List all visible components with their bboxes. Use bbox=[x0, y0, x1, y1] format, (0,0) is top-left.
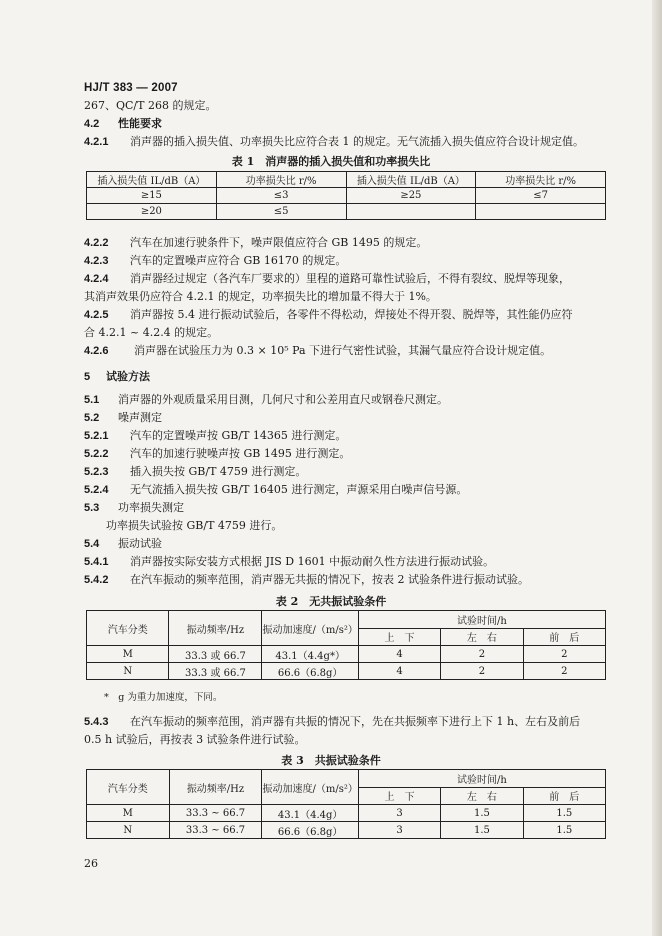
header-cell: 前 后 bbox=[523, 628, 605, 646]
text-line: 267、QC/T 268 的规定。 bbox=[84, 99, 217, 112]
table-cell: 2 bbox=[441, 663, 523, 680]
clause-number: 5.2.3 bbox=[84, 466, 109, 478]
clause-number: 4.2.3 bbox=[84, 255, 109, 267]
table-cell: 2 bbox=[523, 663, 605, 680]
text-line: 合 4.2.1 ~ 4.2.4 的规定。 bbox=[84, 326, 219, 339]
header-cell: 插入损失值 IL/dB（A） bbox=[346, 172, 476, 188]
clause-5-2-2 bbox=[84, 447, 350, 461]
header-cell: 汽车分类 bbox=[87, 611, 169, 646]
header-cell: 功率损失比 r/% bbox=[216, 172, 346, 188]
clause-text: 消声器在试验压力为 0.3 × 10⁵ Pa 下进行气密性试验，其漏气量应符合设计规定值。 bbox=[134, 344, 552, 357]
clause-text: 噪声测定 bbox=[118, 411, 162, 424]
table-cell: 66.6（6.8g） bbox=[262, 822, 358, 839]
table-cell: N bbox=[87, 663, 169, 680]
table-cell: 33.3 或 66.7 bbox=[169, 663, 262, 680]
clause-number: 4.2.2 bbox=[84, 237, 109, 249]
table-cell bbox=[476, 204, 606, 220]
clause-5-4-3 bbox=[84, 715, 580, 729]
text-line: 功率损失试验按 GB/T 4759 进行。 bbox=[106, 519, 283, 532]
clause-number: 4.2.4 bbox=[84, 273, 109, 285]
table-row bbox=[87, 204, 606, 220]
section-number: 5 bbox=[84, 371, 91, 383]
section-number: 4.2 bbox=[84, 118, 100, 130]
table-cell: ≥15 bbox=[87, 188, 217, 204]
table-cell: 2 bbox=[441, 646, 523, 663]
header-cell: 振动频率/Hz bbox=[169, 611, 262, 646]
table-cell: 1.5 bbox=[441, 822, 523, 839]
table-cell: 4 bbox=[358, 646, 440, 663]
clause-5-4-2 bbox=[84, 573, 529, 587]
clause-text: 汽车的加速行驶噪声按 GB 1495 进行测定。 bbox=[130, 447, 351, 460]
header-cell: 汽车分类 bbox=[87, 770, 170, 805]
clause-5-2-1 bbox=[84, 429, 346, 443]
clause-text: 汽车的定置噪声应符合 GB 16170 的规定。 bbox=[130, 254, 347, 267]
clause-number: 4.2.6 bbox=[84, 345, 109, 357]
table-cell: 43.1（4.4g*） bbox=[262, 646, 358, 663]
table-cell: 4 bbox=[358, 663, 440, 680]
clause-number: 4.2.1 bbox=[84, 136, 109, 148]
clause-text: 在汽车振动的频率范围，消声器无共振的情况下，按表 2 试验条件进行振动试验。 bbox=[130, 573, 529, 586]
clause-number: 5.1 bbox=[84, 394, 100, 406]
header-cell: 插入损失值 IL/dB（A） bbox=[87, 172, 217, 188]
table-cell: 43.1（4.4g） bbox=[262, 805, 358, 822]
clause-5-2 bbox=[84, 411, 162, 425]
header-cell: 振动频率/Hz bbox=[169, 770, 262, 805]
clause-5-2-3 bbox=[84, 465, 306, 479]
table2-footnote: * g 为重力加速度，下同。 bbox=[104, 692, 223, 703]
table-row bbox=[87, 646, 606, 663]
clause-number: 5.2.2 bbox=[84, 448, 109, 460]
table-cell: 1.5 bbox=[523, 822, 605, 839]
clause-5-2-4 bbox=[84, 483, 467, 497]
header-cell: 左 右 bbox=[441, 787, 523, 805]
header-cell: 左 右 bbox=[441, 628, 523, 646]
header-cell: 功率损失比 r/% bbox=[476, 172, 606, 188]
clause-text: 功率损失测定 bbox=[118, 501, 184, 514]
section-title: 性能要求 bbox=[118, 117, 162, 130]
header-cell: 试验时间/h bbox=[358, 770, 605, 788]
header-cell: 振动加速度/（m/s²） bbox=[262, 770, 358, 805]
table-cell: 1.5 bbox=[523, 805, 605, 822]
header-cell: 前 后 bbox=[523, 787, 605, 805]
section-heading-4-2 bbox=[84, 117, 162, 131]
clause-4-2-1 bbox=[84, 135, 584, 149]
clause-4-2-2 bbox=[84, 236, 427, 250]
clause-text: 汽车在加速行驶条件下，噪声限值应符合 GB 1495 的规定。 bbox=[130, 236, 428, 249]
table-cell: ≥20 bbox=[87, 204, 217, 220]
table-row bbox=[87, 822, 606, 839]
table-cell: ≤3 bbox=[216, 188, 346, 204]
clause-5-4 bbox=[84, 537, 162, 551]
clause-text: 消声器的插入损失值、功率损失比应符合表 1 的规定。无气流插入损失值应符合设计规定值。 bbox=[130, 135, 584, 148]
table1-caption: 表 1 消声器的插入损失值和功率损失比 bbox=[231, 155, 431, 168]
clause-number: 5.2.1 bbox=[84, 430, 109, 442]
table-cell: ≥25 bbox=[346, 188, 476, 204]
table-cell: 66.6（6.8g） bbox=[262, 663, 358, 680]
table-row bbox=[87, 663, 606, 680]
section-title: 试验方法 bbox=[106, 370, 150, 383]
section-heading-5 bbox=[84, 370, 150, 384]
table-cell: 3 bbox=[358, 822, 440, 839]
standard-header: HJ/T 383 — 2007 bbox=[84, 82, 178, 94]
table-cell: ≤5 bbox=[216, 204, 346, 220]
clause-number: 5.4.2 bbox=[84, 574, 109, 586]
table-cell: 33.3 或 66.7 bbox=[169, 646, 262, 663]
clause-number: 5.4 bbox=[84, 538, 100, 550]
table-2 bbox=[86, 610, 606, 680]
clause-text: 消声器的外观质量采用目测，几何尺寸和公差用直尺或钢卷尺测定。 bbox=[118, 393, 448, 406]
header-cell: 上 下 bbox=[358, 628, 440, 646]
header-cell: 试验时间/h bbox=[358, 611, 605, 629]
table-cell: N bbox=[87, 822, 170, 839]
table-1 bbox=[86, 171, 606, 220]
table-cell: 2 bbox=[523, 646, 605, 663]
clause-number: 5.2.4 bbox=[84, 484, 109, 496]
clause-number: 5.4.1 bbox=[84, 556, 109, 568]
clause-text: 振动试验 bbox=[118, 537, 162, 550]
table2-caption: 表 2 无共振试验条件 bbox=[275, 595, 387, 608]
clause-number: 5.4.3 bbox=[84, 716, 109, 728]
clause-text: 消声器按实际安装方式根据 JIS D 1601 中振动耐久性方法进行振动试验。 bbox=[130, 555, 495, 568]
table-3 bbox=[86, 769, 606, 839]
clause-text: 消声器经过规定（各汽车厂要求的）里程的道路可靠性试验后，不得有裂纹、脱焊等现象， bbox=[130, 272, 570, 285]
clause-text: 汽车的定置噪声按 GB/T 14365 进行测定。 bbox=[130, 429, 347, 442]
clause-4-2-3 bbox=[84, 254, 346, 268]
clause-text: 在汽车振动的频率范围，消声器有共振的情况下，先在共振频率下进行上下 1 h、左右及前后 bbox=[130, 715, 581, 728]
table-row bbox=[87, 805, 606, 822]
clause-number: 4.2.5 bbox=[84, 309, 109, 321]
table-header-row bbox=[87, 611, 606, 629]
clause-5-4-1 bbox=[84, 555, 494, 569]
clause-4-2-4 bbox=[84, 272, 570, 286]
clause-4-2-5 bbox=[84, 308, 572, 322]
table-cell: 33.3 ~ 66.7 bbox=[169, 805, 262, 822]
clause-5-1 bbox=[84, 393, 448, 407]
clause-number: 5.2 bbox=[84, 412, 100, 424]
header-cell: 振动加速度/（m/s²） bbox=[262, 611, 358, 646]
table-cell: 3 bbox=[358, 805, 440, 822]
clause-text: 无气流插入损失按 GB/T 16405 进行测定，声源采用白噪声信号源。 bbox=[130, 483, 468, 496]
table-header-row bbox=[87, 770, 606, 788]
clause-5-3 bbox=[84, 501, 184, 515]
clause-text: 消声器按 5.4 进行振动试验后，各零件不得松动，焊接处不得开裂、脱焊等，其性能仍应符 bbox=[130, 308, 573, 321]
clause-number: 5.3 bbox=[84, 502, 100, 514]
table-cell: M bbox=[87, 646, 169, 663]
table-cell: M bbox=[87, 805, 170, 822]
page-number: 26 bbox=[84, 857, 98, 870]
table3-caption: 表 3 共振试验条件 bbox=[281, 754, 381, 767]
header-cell: 上 下 bbox=[358, 787, 440, 805]
table-header-row bbox=[87, 172, 606, 188]
table-cell: ≤7 bbox=[476, 188, 606, 204]
table-row bbox=[87, 188, 606, 204]
text-line: 0.5 h 试验后，再按表 3 试验条件进行试验。 bbox=[84, 733, 306, 746]
text-line: 其消声效果仍应符合 4.2.1 的规定，功率损失比的增加量不得大于 1%。 bbox=[84, 290, 437, 303]
table-cell: 33.3 ~ 66.7 bbox=[169, 822, 262, 839]
clause-4-2-6 bbox=[84, 344, 551, 358]
table-cell: 1.5 bbox=[441, 805, 523, 822]
table-cell bbox=[346, 204, 476, 220]
clause-text: 插入损失按 GB/T 4759 进行测定。 bbox=[130, 465, 307, 478]
scan-edge-shadow bbox=[652, 0, 662, 936]
